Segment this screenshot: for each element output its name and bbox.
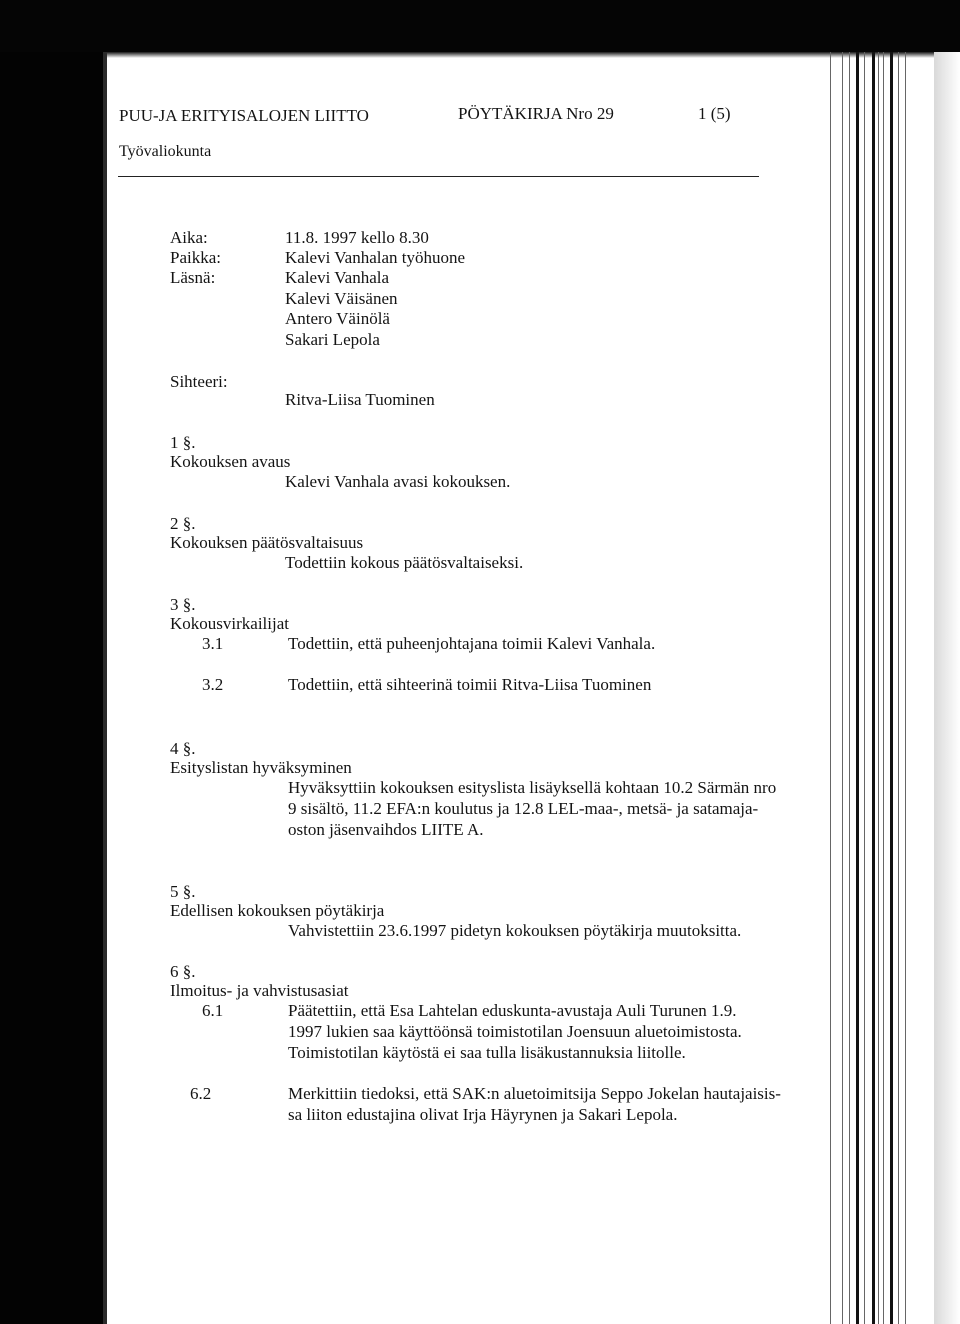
- page-number: 1 (5): [698, 104, 731, 123]
- secretary-label: Sihteeri:: [170, 372, 228, 391]
- scan-left-shadow: [103, 52, 107, 1324]
- time-value: 11.8. 1997 kello 8.30: [285, 228, 429, 247]
- org-name: PUU-JA ERITYISALOJEN LIITTO: [119, 106, 369, 125]
- section-2-text: Todettiin kokous päätösvaltaiseksi.: [285, 553, 524, 572]
- item-6-2-number: 6.2: [190, 1084, 212, 1103]
- section-2-number: 2 §.: [170, 514, 196, 533]
- item-6-2-text-line: Merkittiin tiedoksi, että SAK:n aluetoimitsija Seppo Jokelan hautajaisis-: [288, 1084, 781, 1103]
- section-4-text-line: oston jäsenvaihdos LIITE A.: [288, 820, 484, 839]
- item-3-1-text: Todettiin, että puheenjohtajana toimii Kalevi Vanhala.: [288, 634, 656, 653]
- section-5-number: 5 §.: [170, 882, 196, 901]
- document-title: PÖYTÄKIRJA Nro 29: [458, 104, 614, 123]
- time-label: Aika:: [170, 228, 208, 247]
- section-1-title: Kokouksen avaus: [170, 452, 291, 471]
- secretary-value: Ritva-Liisa Tuominen: [285, 390, 435, 409]
- place-label: Paikka:: [170, 248, 221, 267]
- section-3-title: Kokousvirkailijat: [170, 614, 289, 633]
- attendee: Antero Väinölä: [285, 309, 390, 328]
- section-3-number: 3 §.: [170, 595, 196, 614]
- scan-top-border: [0, 0, 960, 52]
- section-1-text: Kalevi Vanhala avasi kokouksen.: [285, 472, 511, 491]
- item-3-1-number: 3.1: [202, 634, 224, 653]
- section-5-text: Vahvistettiin 23.6.1997 pidetyn kokouksen pöytäkirja muutoksitta.: [288, 921, 742, 940]
- item-6-1-number: 6.1: [202, 1001, 224, 1020]
- item-3-2-text: Todettiin, että sihteerinä toimii Ritva-Liisa Tuominen: [288, 675, 652, 694]
- section-4-number: 4 §.: [170, 739, 196, 758]
- item-6-1-text-line: Toimistotilan käytöstä ei saa tulla lisäkustannuksia liitolle.: [288, 1043, 686, 1062]
- attendee: Sakari Lepola: [285, 330, 380, 349]
- item-3-2-number: 3.2: [202, 675, 224, 694]
- item-6-1-text-line: Päätettiin, että Esa Lahtelan eduskunta-avustaja Auli Turunen 1.9.: [288, 1001, 737, 1020]
- attendee: Kalevi Vanhala: [285, 268, 390, 287]
- section-1-number: 1 §.: [170, 433, 196, 452]
- committee-name: Työvaliokunta: [119, 143, 212, 160]
- section-5-title: Edellisen kokouksen pöytäkirja: [170, 901, 385, 920]
- section-6-title: Ilmoitus- ja vahvistusasiat: [170, 981, 349, 1000]
- header-rule: [118, 176, 759, 177]
- section-4-text-line: Hyväksyttiin kokouksen esityslista lisäyksellä kohtaan 10.2 Särmän nro: [288, 778, 777, 797]
- present-label: Läsnä:: [170, 268, 216, 287]
- book-page-edges: [820, 52, 960, 1324]
- section-6-number: 6 §.: [170, 962, 196, 981]
- attendee: Kalevi Väisänen: [285, 289, 398, 308]
- section-4-text-line: 9 sisältö, 11.2 EFA:n koulutus ja 12.8 LEL-maa-, metsä- ja satamaja-: [288, 799, 759, 818]
- place-value: Kalevi Vanhalan työhuone: [285, 248, 466, 267]
- section-4-title: Esityslistan hyväksyminen: [170, 758, 352, 777]
- item-6-2-text-line: sa liiton edustajina olivat Irja Häyrynen ja Sakari Lepola.: [288, 1105, 678, 1124]
- section-2-title: Kokouksen päätösvaltaisuus: [170, 533, 364, 552]
- scan-top-shadow: [0, 52, 960, 58]
- item-6-1-text-line: 1997 lukien saa käyttöönsä toimistotilan Joensuun aluetoimistosta.: [288, 1022, 742, 1041]
- scan-left-border: [0, 52, 103, 1324]
